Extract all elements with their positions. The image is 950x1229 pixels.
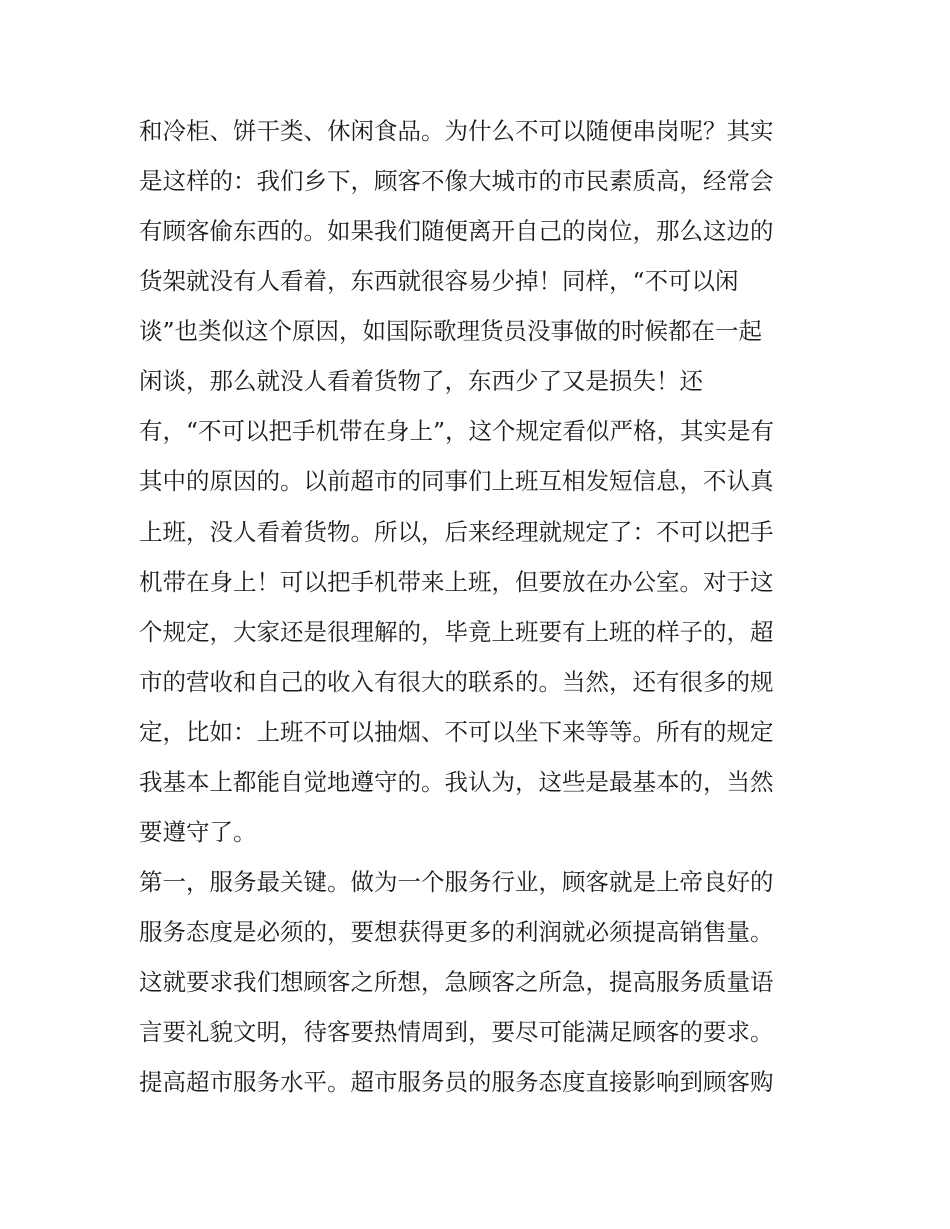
text-line: 定，比如：上班不可以抽烟、不可以坐下来等等。所有的规定 [139, 718, 774, 746]
text-line: 要遵守了。 [139, 818, 257, 846]
text-line: 是这样的：我们乡下，顾客不像大城市的市民素质高，经常会 [139, 167, 774, 195]
text-line: 有顾客偷东西的。如果我们随便离开自己的岗位，那么这边的 [139, 217, 774, 245]
text-line: 服务态度是必须的，要想获得更多的利润就必须提高销售量。 [139, 918, 774, 946]
text-line: 机带在身上！可以把手机带来上班，但要放在办公室。对于这 [139, 568, 774, 596]
text-line: 提高超市服务水平。超市服务员的服务态度直接影响到顾客购 [139, 1068, 774, 1096]
text-line: 第一，服务最关键。做为一个服务行业，顾客就是上帝良好的 [139, 868, 774, 896]
text-line: 市的营收和自己的收入有很大的联系的。当然，还有很多的规 [139, 668, 774, 696]
text-line: 有，“不可以把手机带在身上”，这个规定看似严格，其实是有 [139, 417, 775, 445]
text-line: 个规定，大家还是很理解的，毕竟上班要有上班的样子的，超 [139, 618, 774, 646]
text-line: 闲谈，那么就没人看着货物了，东西少了又是损失！还 [139, 367, 703, 395]
text-line: 这就要求我们想顾客之所想，急顾客之所急，提高服务质量语 [139, 968, 774, 996]
text-line: 我基本上都能自觉地遵守的。我认为，这些是最基本的，当然 [139, 768, 774, 796]
text-line: 和冷柜、饼干类、休闲食品。为什么不可以随便串岗呢？其实 [139, 117, 774, 145]
text-line: 谈”也类似这个原因，如国际歌理货员没事做的时候都在一起 [139, 317, 763, 345]
text-line: 其中的原因的。以前超市的同事们上班互相发短信息，不认真 [139, 467, 774, 495]
text-line: 言要礼貌文明，待客要热情周到，要尽可能满足顾客的要求。 [139, 1018, 774, 1046]
text-line: 上班，没人看着货物。所以，后来经理就规定了：不可以把手 [139, 518, 774, 546]
text-line: 货架就没有人看着，东西就很容易少掉！同样，“不可以闲 [139, 267, 739, 295]
